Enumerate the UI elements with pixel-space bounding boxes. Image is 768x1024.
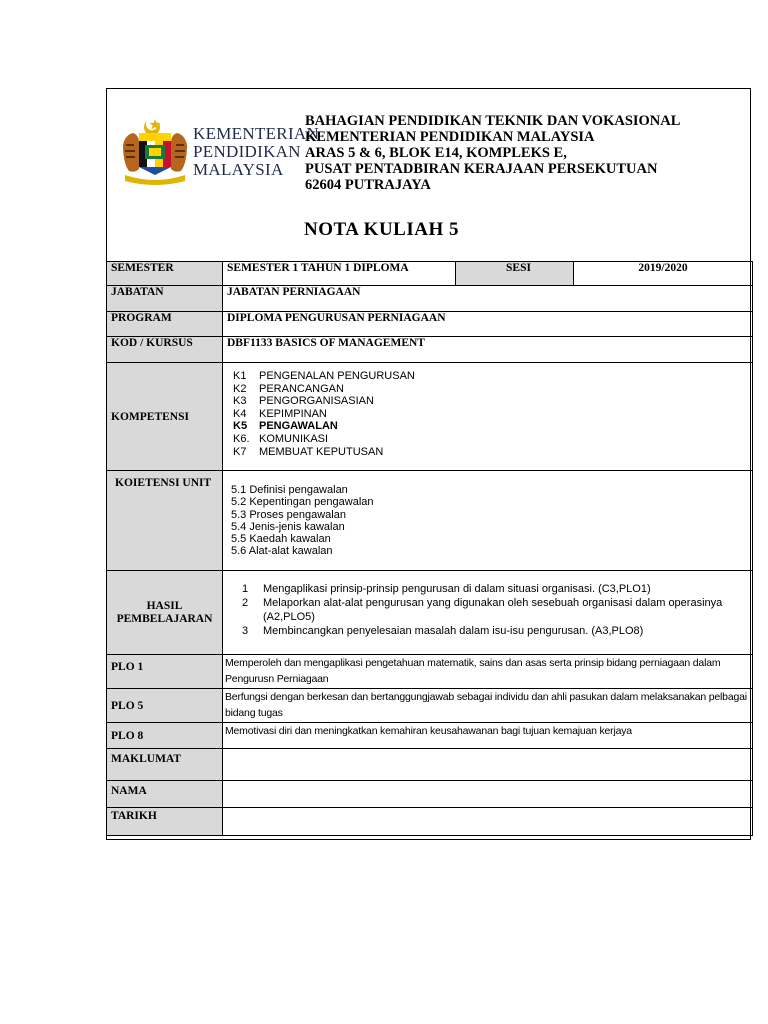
plo8-row: [107, 723, 753, 749]
maklumat-row: [107, 749, 753, 781]
jabatan-label: JABATAN: [107, 286, 223, 312]
unit-item: 5.5 Kaedah kawalan: [231, 533, 331, 546]
unit-list: [223, 471, 753, 571]
plo1-text: Memperoleh dan mengaplikasi pengetahuan matematik, sains dan asas serta prinsip bidang perniagaan dalam Pengurusn Perniagaan: [223, 655, 753, 689]
document-header: [107, 89, 750, 262]
jabatan-row: [107, 286, 753, 312]
kompetensi-item-current: K5 PENGAWALAN: [233, 420, 338, 433]
tarikh-field[interactable]: [223, 808, 753, 836]
program-value: DIPLOMA PENGURUSAN PERNIAGAAN: [223, 312, 753, 337]
kompetensi-list: [223, 363, 753, 471]
unit-item: 5.4 Jenis-jenis kawalan: [231, 520, 345, 533]
plo5-row: [107, 689, 753, 723]
document-title: NOTA KULIAH 5: [304, 219, 460, 240]
unit-item: 5.2 Kepentingan pengawalan: [231, 496, 374, 509]
tarikh-row: [107, 808, 753, 836]
kompetensi-label: [107, 363, 223, 471]
jabatan-value: JABATAN PERNIAGAAN: [223, 286, 753, 312]
semester-value: SEMESTER 1 TAHUN 1 DIPLOMA: [223, 262, 456, 286]
hasil-row: [107, 571, 753, 655]
logo-line-2: PENDIDIKAN: [193, 142, 301, 161]
unit-label-text: KOIETENSI UNIT: [115, 477, 212, 489]
nama-field[interactable]: [223, 781, 753, 808]
maklumat-field[interactable]: [223, 749, 753, 781]
program-row: [107, 312, 753, 337]
coat-of-arms-icon: [119, 115, 191, 187]
kompetensi-item: K4 KEPIMPINAN: [233, 407, 327, 420]
address-line: 62604 PUTRAJAYA: [305, 177, 431, 193]
plo8-text: Memotivasi diri dan meningkatkan kemahiran keusahawanan bagi tujuan kemajuan kerjaya: [223, 723, 753, 749]
sesi-value: 2019/2020: [574, 262, 753, 286]
tarikh-label: TARIKH: [107, 808, 223, 836]
kompetensi-item: K1 PENGENALAN PENGURUSAN: [233, 370, 415, 382]
logo-line-3: MALAYSIA: [193, 160, 284, 179]
unit-item: 5.1 Definisi pengawalan: [231, 484, 348, 496]
program-label: PROGRAM: [107, 312, 223, 337]
address-line: KEMENTERIAN PENDIDIKAN MALAYSIA: [305, 129, 595, 145]
plo1-label: PLO 1: [107, 655, 223, 689]
unit-item: 5.3 Proses pengawalan: [231, 508, 346, 521]
logo-line-1: KEMENTERIAN: [193, 124, 320, 143]
kursus-row: [107, 337, 753, 363]
hasil-item: 2 Melaporkan alat-alat pengurusan yang digunakan oleh sesebuah organisasi dalam operasinya (A2,PLO5): [241, 597, 723, 623]
kompetensi-item: K7 MEMBUAT KEPUTUSAN: [233, 445, 384, 458]
kompetensi-item: K3 PENGORGANISASIAN: [233, 395, 374, 408]
kursus-value: DBF1133 BASICS OF MANAGEMENT: [223, 337, 753, 363]
maklumat-label: MAKLUMAT: [107, 749, 223, 781]
kompetensi-label-text: KOMPETENSI: [111, 410, 189, 423]
kursus-label: KOD / KURSUS: [107, 337, 223, 363]
address-line: ARAS 5 & 6, BLOK E14, KOMPLEKS E,: [305, 145, 567, 161]
nama-label: NAMA: [107, 781, 223, 808]
kompetensi-item: K2 PERANCANGAN: [233, 382, 344, 395]
hasil-item: 3 Membincangkan penyelesaian masalah dalam isu-isu pengurusan. (A3,PLO8): [241, 625, 644, 637]
unit-label: [107, 471, 223, 571]
kompetensi-item: K6. KOMUNIKASI: [233, 432, 329, 445]
address-line: PUSAT PENTADBIRAN KERAJAAN PERSEKUTUAN: [305, 161, 658, 177]
ministry-logo: [119, 115, 320, 187]
plo5-text: Berfungsi dengan berkesan dan bertanggungjawab sebagai individu dan ahli pasukan dalam melaksanakan pelbagai bidang tugas: [223, 689, 753, 723]
ministry-address: [305, 113, 680, 193]
hasil-item: 1 Mengaplikasi prinsip-prinsip pengurusan di dalam situasi organisasi. (C3,PLO1): [241, 583, 651, 595]
hasil-label: HASIL PEMBELAJARAN: [107, 571, 223, 655]
unit-item: 5.6 Alat-alat kawalan: [231, 545, 333, 558]
plo1-row: [107, 655, 753, 689]
semester-label: SEMESTER: [107, 262, 223, 286]
hasil-list: [223, 571, 753, 655]
document-frame: [106, 88, 751, 840]
course-info-table: [106, 261, 753, 836]
nama-row: [107, 781, 753, 808]
semester-row: [107, 262, 753, 286]
kompetensi-row: [107, 363, 753, 471]
address-line: BAHAGIAN PENDIDIKAN TEKNIK DAN VOKASIONAL: [305, 113, 681, 129]
unit-row: [107, 471, 753, 571]
plo8-label: PLO 8: [107, 723, 223, 749]
plo5-label: PLO 5: [107, 689, 223, 723]
ministry-name: [193, 125, 319, 179]
sesi-label: SESI: [456, 262, 574, 286]
